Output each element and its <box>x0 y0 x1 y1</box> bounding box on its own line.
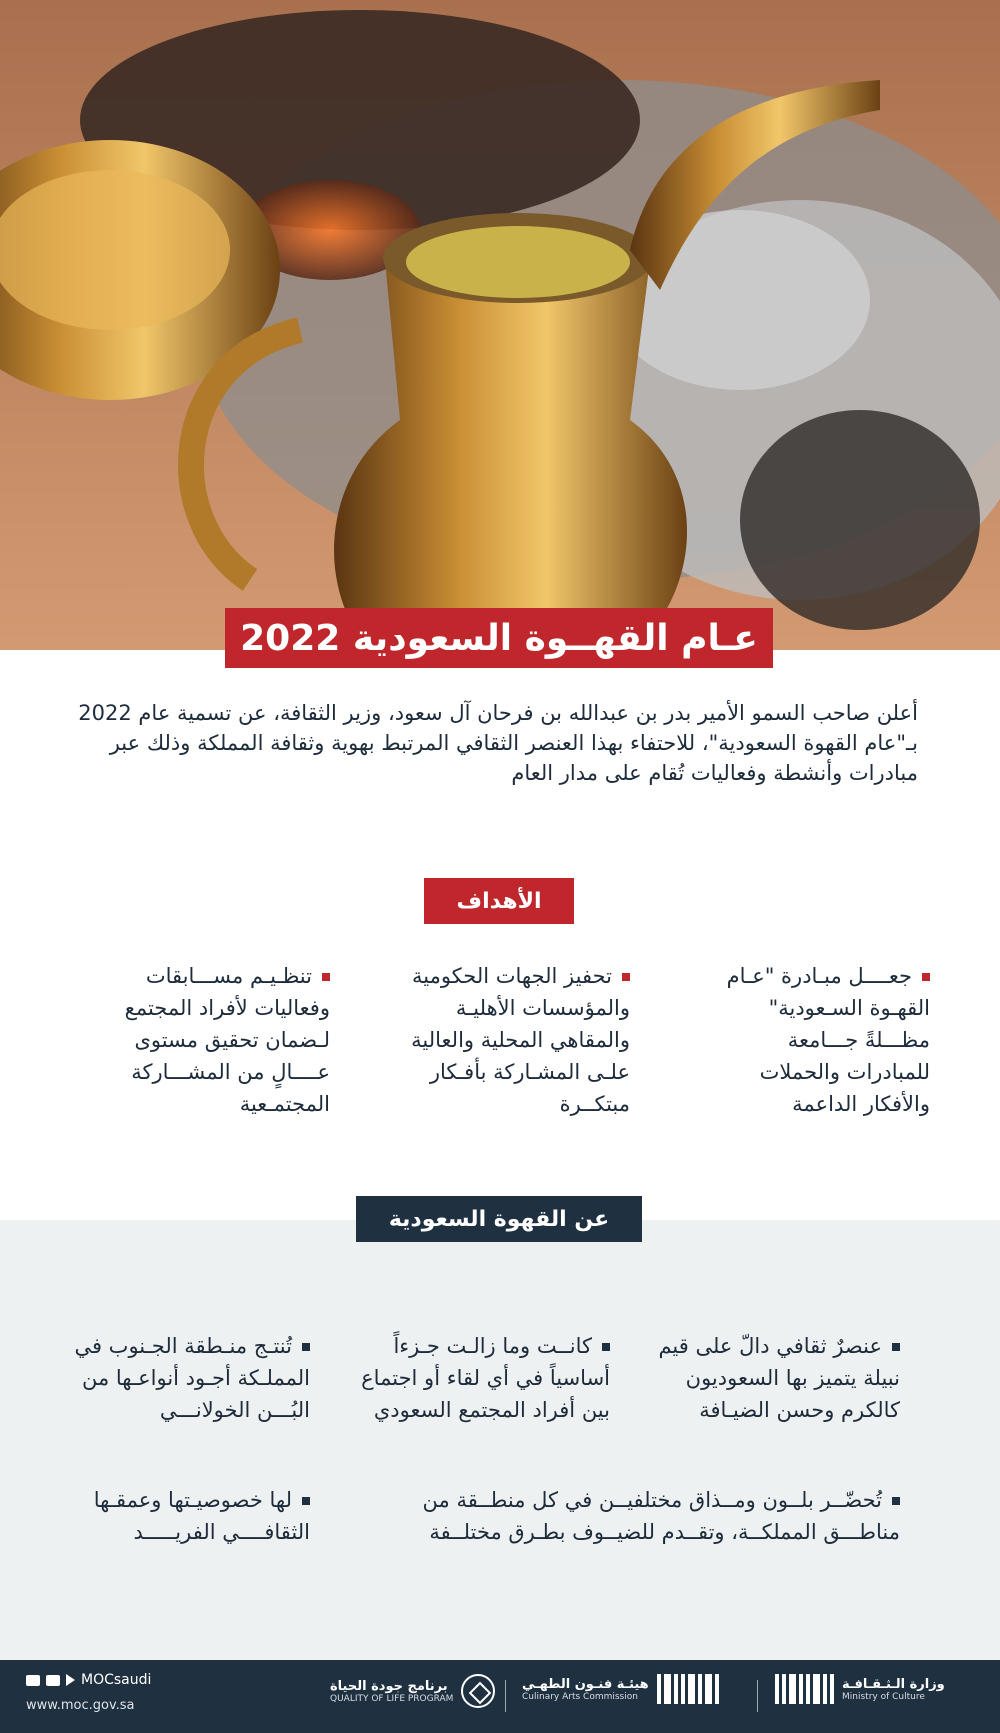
culinary-arts-mark-icon <box>657 1674 719 1704</box>
square-bullet-icon <box>322 973 330 981</box>
ministry-of-culture-logo: وزارة الـثـقـافـة Ministry of Culture <box>775 1674 945 1704</box>
intro-paragraph: أعلن صاحب السمو الأمير بدر بن عبدالله بن فرحان آل سعود، وزير الثقافة، عن تسمية عام 2022 بـ"عام القهوة السعودية"، للاحتفاء بهذا العنصر الثقافي المرتبط بهوية وثقافة المملكة وذلك عبر مبادرات وأنشطة وفعاليات تُقام على مدار العام <box>78 701 918 785</box>
coffee-pot-illustration <box>0 0 1000 650</box>
square-bullet-icon <box>892 1343 900 1351</box>
goal-item: تحفيز الجهات الحكومية والمؤسسات الأهليـة والمقاهي المحلية والعالية علـى المشـاركة بأفـكار مبتكــرة <box>411 964 630 1116</box>
about-item: كانــت وما زالـت جـزءاً أساسياً في أي لقاء أو اجتماع بين أفراد المجتمع السعودي <box>361 1334 610 1422</box>
footer-divider <box>505 1680 506 1712</box>
goal-item: جعــــل مبـادرة "عـام القهـوة السـعودية" مظـــلةً جـــامعة للمبادرات والحملات والأفكار الداعمة <box>726 964 930 1116</box>
qol-logo: برنامج جودة الحياة QUALITY OF LIFE PROGRAM <box>330 1674 495 1708</box>
about-item: لها خصوصيـتها وعمقـها الثقافــــي الفريـــــد <box>93 1488 310 1544</box>
about-item: عنصرٌ ثقافي دالّ على قيم نبيلة يتميز بها السعوديون كالكرم وحسن الضيـافة <box>658 1334 900 1422</box>
twitter-icon[interactable] <box>26 1675 40 1686</box>
goals-list <box>70 960 930 1160</box>
square-bullet-icon <box>622 973 630 981</box>
page-title: عـام القهــوة السعودية 2022 <box>240 617 758 659</box>
square-bullet-icon <box>602 1343 610 1351</box>
culinary-arts-logo: هيئـة فنـون الطهـي Culinary Arts Commission <box>522 1674 719 1704</box>
about-section-label: عن القهوة السعودية <box>356 1196 642 1242</box>
square-bullet-icon <box>302 1497 310 1505</box>
footer <box>0 1660 1000 1733</box>
ministry-mark-icon <box>775 1674 834 1704</box>
youtube-icon[interactable] <box>66 1674 75 1686</box>
instagram-icon[interactable] <box>46 1675 60 1686</box>
goal-item: تنظـيـم مســـابقات وفعاليات لأفراد المجتمع لـضمان تحقيق مستوى عــــالٍ من المشـــاركة المجتمـعية <box>124 964 330 1116</box>
goals-section-label: الأهداف <box>424 878 574 924</box>
square-bullet-icon <box>922 973 930 981</box>
square-bullet-icon <box>302 1343 310 1351</box>
footer-divider <box>757 1680 758 1712</box>
hero-image <box>0 0 1000 650</box>
square-bullet-icon <box>892 1497 900 1505</box>
social-handle[interactable]: MOCsaudi <box>26 1672 151 1688</box>
qol-emblem-icon <box>461 1674 495 1708</box>
page-title-banner <box>225 608 773 668</box>
about-section-background <box>0 1220 1000 1660</box>
about-item: تُنتـج منـطقة الجـنوب في المملـكة أجـود أنواعـها من البُـــن الخولانـــي <box>74 1334 310 1422</box>
website-link[interactable]: www.moc.gov.sa <box>26 1698 135 1713</box>
about-item: تُحضّــر بلــون ومــذاق مختلفيــن في كل منطــقة من مناطـــق المملكــة، وتقــدم للضيــوف بطـرق مختلــفة <box>422 1488 900 1544</box>
